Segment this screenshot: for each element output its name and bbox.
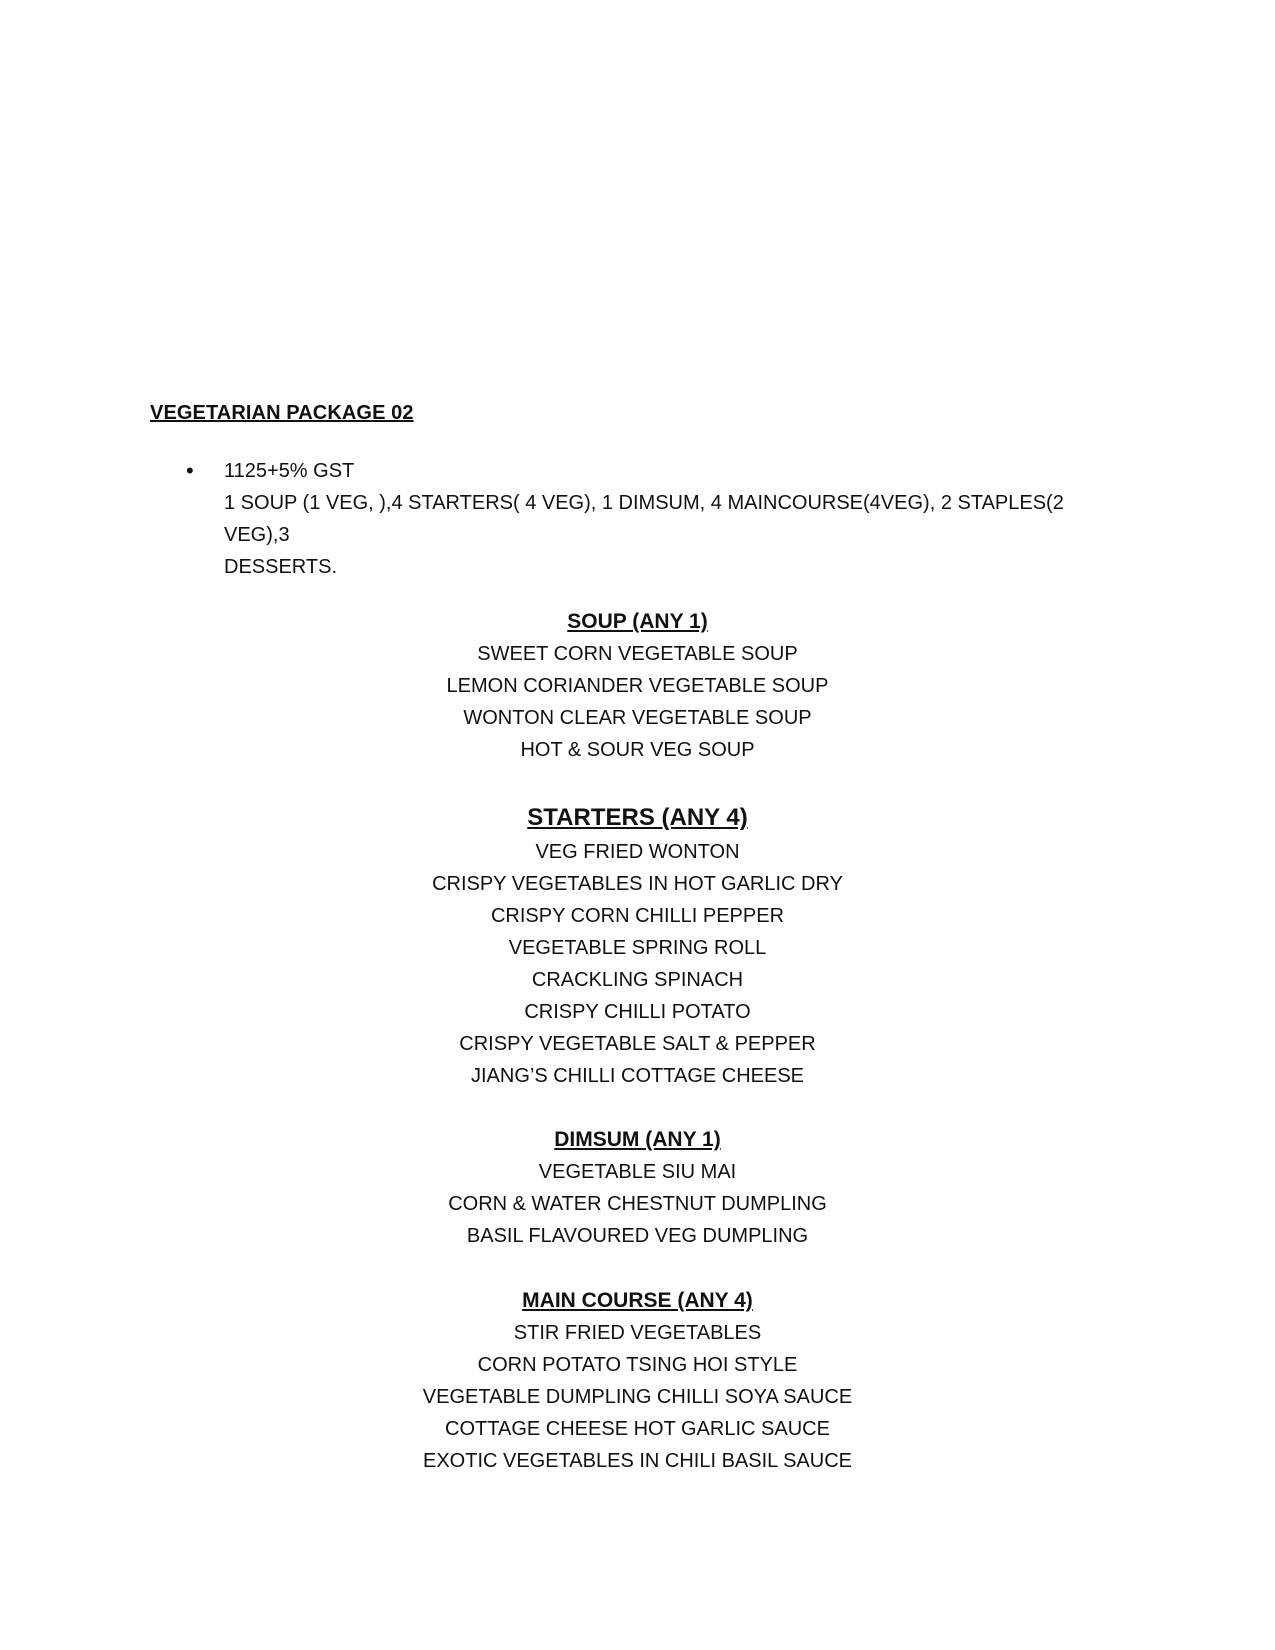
section-heading-starters: STARTERS (ANY 4) <box>527 804 748 831</box>
menu-item: WONTON CLEAR VEGETABLE SOUP <box>463 707 812 729</box>
package-title: VEGETARIAN PACKAGE 02 <box>150 402 414 424</box>
section-heading-soup: SOUP (ANY 1) <box>567 610 708 633</box>
package-composition-line1: 1 SOUP (1 VEG, ),4 STARTERS( 4 VEG), 1 DIMSUM, 4 MAINCOURSE(4VEG), 2 STAPLES(2 VEG),3 <box>224 492 1064 546</box>
section-heading-main-course: MAIN COURSE (ANY 4) <box>522 1289 753 1312</box>
menu-item: CRISPY VEGETABLES IN HOT GARLIC DRY <box>432 873 843 895</box>
menu-item: JIANG’S CHILLI COTTAGE CHEESE <box>470 1065 805 1087</box>
package-composition-line2: DESSERTS. <box>224 556 337 578</box>
menu-item: CORN & WATER CHESTNUT DUMPLING <box>448 1193 827 1215</box>
section-starters <box>0 800 1275 1092</box>
menu-item: BASIL FLAVOURED VEG DUMPLING <box>466 1225 809 1247</box>
menu-item: HOT & SOUR VEG SOUP <box>520 739 755 761</box>
package-price: 1125+5% GST <box>224 460 355 482</box>
menu-item: CRISPY CHILLI POTATO <box>524 1001 751 1023</box>
section-dimsum <box>0 1124 1275 1252</box>
bullet-icon: • <box>186 458 194 483</box>
menu-item: VEGETABLE SPRING ROLL <box>508 937 767 959</box>
menu-item: CRISPY VEGETABLE SALT & PEPPER <box>459 1033 816 1055</box>
menu-item: CORN POTATO TSING HOI STYLE <box>477 1354 798 1376</box>
menu-item: STIR FRIED VEGETABLES <box>513 1322 762 1344</box>
menu-item: CRACKLING SPINACH <box>531 969 744 991</box>
menu-item: VEGETABLE SIU MAI <box>538 1161 737 1183</box>
menu-item: LEMON CORIANDER VEGETABLE SOUP <box>446 675 829 697</box>
package-details <box>224 455 1124 583</box>
menu-item: VEGETABLE DUMPLING CHILLI SOYA SAUCE <box>422 1386 853 1408</box>
menu-item: VEG FRIED WONTON <box>535 841 740 863</box>
menu-item: EXOTIC VEGETABLES IN CHILI BASIL SAUCE <box>422 1450 852 1472</box>
section-soup <box>0 606 1275 766</box>
menu-item: SWEET CORN VEGETABLE SOUP <box>477 643 798 665</box>
section-main-course <box>0 1285 1275 1477</box>
menu-item: COTTAGE CHEESE HOT GARLIC SAUCE <box>445 1418 830 1440</box>
menu-item: CRISPY CORN CHILLI PEPPER <box>490 905 785 927</box>
section-heading-dimsum: DIMSUM (ANY 1) <box>554 1128 721 1151</box>
